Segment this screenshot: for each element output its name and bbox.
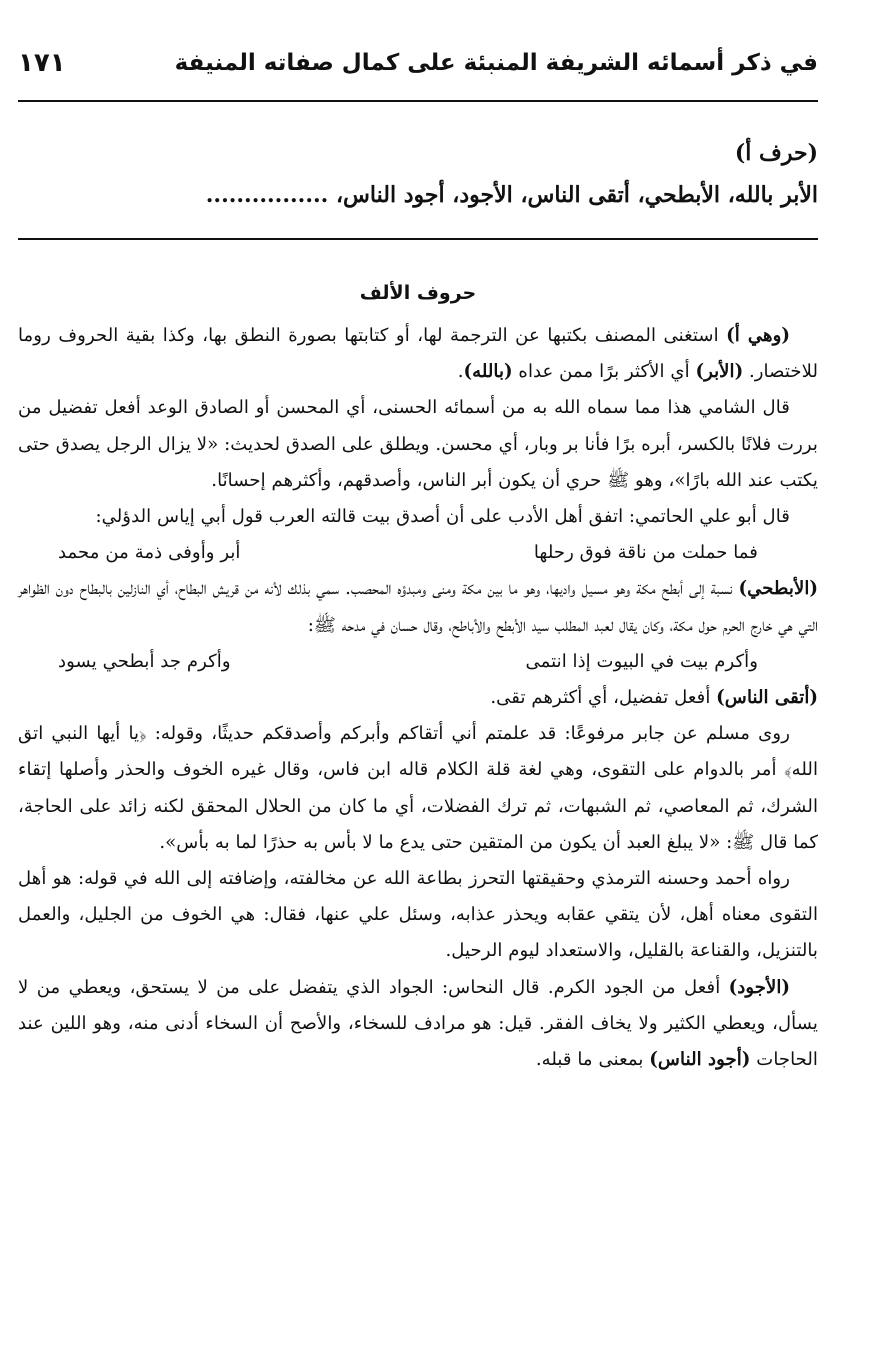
text: . — [457, 361, 464, 383]
running-title: في ذكر أسمائه الشريفة المنبئة على كمال صفاته المنيفة — [174, 50, 818, 76]
verse-box — [18, 128, 818, 240]
text: استغنى المصنف بكتبها عن الترجمة لها، أو كتابتها بصورة النطق بها، وكذا بقية الحروف روما للاختصار. — [18, 325, 818, 383]
book-page — [18, 0, 818, 1363]
paragraph — [18, 318, 818, 390]
poem-hemistich-right: وأكرم بيت في البيوت إذا انتمى — [525, 650, 758, 672]
page-header — [18, 44, 818, 102]
paragraph: روى مسلم عن جابر مرفوعًا: قد علمتم أني أتقاكم وأبركم وأصدقكم حديثًا، وقوله: ﴿يا أيها النبي اتق الله﴾ أمر بالدوام على التقوى، وهي لغة قلة الكلام قاله ابن فاس، وقال غيره الخوف والحذر وأصلها إتقاء الشرك، ثم المعاصي، ثم الشبهات، ثم ترك الفضلات، أي ما كان من الحلال المحقق لكنه زائد على الحاجة، كما قال ﷺ: «لا يبلغ العبد أن يكون من المتقين حتى يدع ما لا بأس به حذرًا لما به بأس». — [18, 723, 818, 853]
verse-line: الأبر بالله، الأبطحي، أتقى الناس، الأجود، أجود الناس، ................ — [205, 182, 818, 208]
paragraph — [18, 680, 818, 716]
term: (الأبطحي) — [738, 578, 818, 600]
paragraph: رواه أحمد وحسنه الترمذي وحقيقتها التحرز بطاعة الله عن مخالفته، وإضافته إلى الله في قوله: هو أهل التقوى معناه أهل، لأن يتقي عقابه ويحذر عذابه، وسئل علي عنها، فقال: هي الخوف من الجليل، والعمل بالتنزيل، والقناعة بالقليل، والاستعداد ليوم الرحيل. — [18, 868, 818, 962]
poem-hemistich-right: فما حملت من ناقة فوق رحلها — [533, 542, 758, 564]
term: (وهي أ) — [726, 325, 790, 346]
text: أفعل من الجود الكرم. قال النحاس: الجواد الذي يتفضل على من لا يستحق، ويعطي من لا يسأل، ويعطي الكثير ولا يخاف الفقر. قيل: هو مرادف للسخاء، والأصح أن السخاء أدنى منه، وهو اللين عند الحاجات — [18, 976, 818, 1071]
poem-verse — [18, 535, 818, 571]
term: (الأجود) — [728, 976, 790, 998]
page-number: ١٧١ — [18, 48, 66, 78]
poem-hemistich-left: أبر وأوفى ذمة من محمد — [58, 542, 241, 564]
letter-title: (حرف أ) — [734, 140, 818, 166]
commentary-body — [18, 318, 818, 1078]
text: بمعنى ما قبله. — [535, 1049, 650, 1071]
paragraph — [18, 970, 818, 1079]
term: (الأبر) — [695, 361, 744, 383]
text: نسبة إلى أبطح مكة وهو مسيل واديها، وهو ما بين مكة ومنى ومبدؤه المحصب. سمي بذلك لأنه من قريش البطاح، أي النازلين بالبطاح دون الظواهر التي هي خارج الحرم حول مكة، وكان يقال لعبد المطلب سيد الأبطح والأباطح، وقال حسان في مدحه ﷺ: — [18, 578, 818, 636]
poem-verse — [18, 644, 818, 680]
poem-hemistich-left: وأكرم جد أبطحي يسود — [58, 650, 231, 672]
text: أفعل تفضيل، أي أكثرهم تقى. — [490, 687, 717, 709]
paragraph: قال أبو علي الحاتمي: اتفق أهل الأدب على أن أصدق بيت قالته العرب قول أبي إياس الدؤلي: — [95, 506, 790, 528]
paragraph: قال الشامي هذا مما سماه الله به من أسمائه الحسنى، أي المحسن أو الصادق الوعد أفعل تفضيل من بررت فلانًا بالكسر، أبره برًا فأنا بر وبار، أي محسن. ويطلق على الصدق لحديث: «لا يزال الرجل يصدق حتى يكتب عند الله بارًا»، وهو ﷺ حري أن يكون أبر الناس، وأصدقهم، وأكثرهم إحسانًا. — [18, 397, 818, 491]
section-heading: حروف الألف — [359, 282, 477, 304]
term: (بالله) — [463, 361, 513, 383]
paragraph — [18, 571, 818, 643]
text: أي الأكثر برًا ممن عداه — [512, 361, 696, 383]
term: (أجود الناس) — [649, 1049, 751, 1071]
term: (أتقى الناس) — [716, 687, 818, 709]
